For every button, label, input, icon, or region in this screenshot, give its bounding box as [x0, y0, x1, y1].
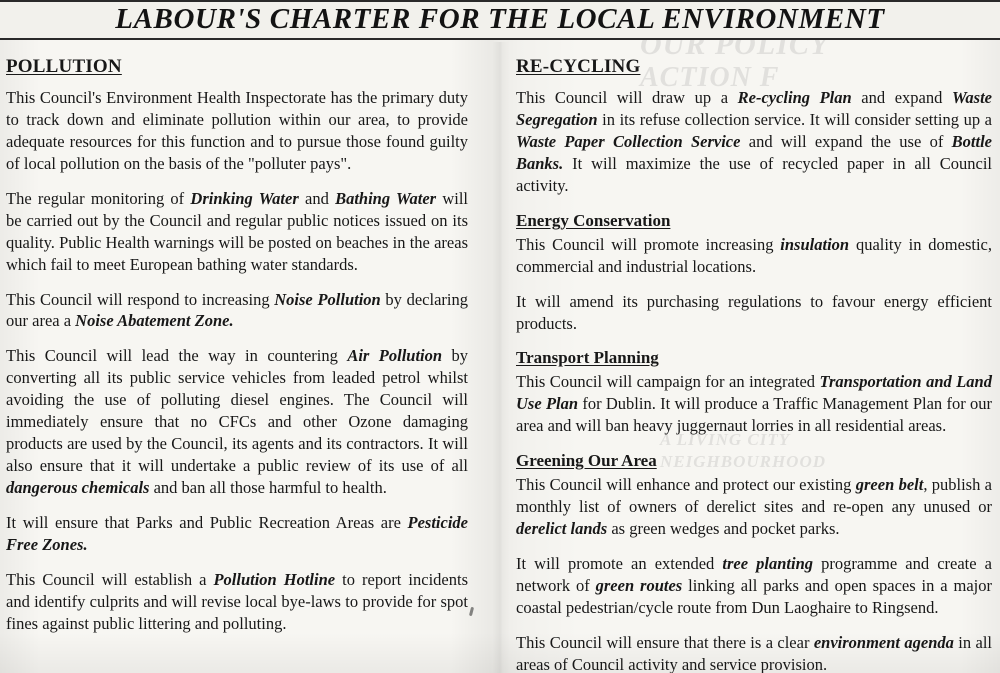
emphasis-text: derelict lands	[516, 519, 608, 539]
emphasis-text: Waste Paper Collection Service	[516, 131, 741, 151]
page-title: LABOUR'S CHARTER FOR THE LOCAL ENVIRONMENT	[115, 2, 885, 35]
emphasis-text: green belt	[855, 475, 924, 495]
paragraph: This Council's Environment Health Inspectorate has the primary duty to track down and eliminate pollution within our area, to provide adequate resources for this function and to pursue those found guilty of local pollution on the basis of the "polluter pays".	[6, 88, 468, 173]
paragraph: This Council will lead the way in countering Air Pollution by converting all its public service vehicles from leaded petrol whilst avoiding the use of polluting diesel engines. The Council will immediately ensure that no CFCs and other Ozone damaging products are used by the Council, its agents and its contractors. It will also ensure that it will undertake a public review of its use of all dangerous chemicals and ban all those harmful to health.	[6, 346, 469, 497]
emphasis-text: dangerous chemicals	[6, 478, 150, 497]
paragraph: This Council will campaign for an integrated Transportation and Land Use Plan for Dublin. It will produce a Traffic Management Plan for our area and will ban heavy juggernaut lorries in all residential areas.	[516, 372, 992, 436]
subsection-heading: Energy Conservation	[516, 210, 671, 230]
paragraph: It will promote an extended tree planting programme and create a network of green routes linking all parks and open spaces in a major coastal pedestrian/cycle route from Dun Laoghaire to Ringsend.	[516, 554, 993, 617]
section-heading-recycling: RE-CYCLING	[516, 56, 641, 77]
subsection-heading: Greening Our Area	[516, 451, 657, 471]
emphasis-text: Pesticide Free Zones.	[6, 512, 468, 554]
emphasis-text: tree planting	[722, 554, 814, 574]
paragraph: This Council will respond to increasing Noise Pollution by declaring our area a Noise Abatement Zone.	[6, 289, 468, 331]
emphasis-text: Pollution Hotline	[213, 569, 336, 589]
paragraph: This Council will enhance and protect our existing green belt, publish a monthly list of owners of derelict sites and re-open any unused or derelict lands as green wedges and pocket parks.	[516, 475, 992, 539]
emphasis-text: Transportation and Land Use Plan	[516, 372, 992, 414]
right-column-blocks	[516, 87, 992, 673]
paragraph: The regular monitoring of Drinking Water and Bathing Water will be carried out by the Council and regular public notices issued on its quality. Public Health warnings will be posted on beaches in the areas which fail to meet European bathing water standards.	[6, 188, 468, 274]
emphasis-text: Bottle Banks.	[516, 131, 992, 173]
document-body	[0, 42, 1000, 673]
emphasis-text: Re-cycling Plan	[737, 88, 852, 107]
paragraph: It will ensure that Parks and Public Recreation Areas are Pesticide Free Zones.	[6, 512, 468, 554]
left-column-paragraphs	[6, 87, 468, 635]
bleed-through-text-4: NEIGHBOURHOOD	[660, 452, 827, 471]
section-heading-pollution: POLLUTION	[6, 56, 122, 77]
emphasis-text: Noise Pollution	[274, 289, 381, 309]
bleed-through-text-1: OUR POLICY	[640, 28, 830, 61]
bleed-through-text-3: A LIVING CITY	[660, 430, 791, 449]
emphasis-text: Waste Segregation	[516, 88, 992, 129]
emphasis-text: green routes	[595, 576, 683, 595]
emphasis-text: environment agenda	[813, 632, 954, 652]
emphasis-text: Noise Abatement Zone.	[75, 311, 234, 331]
ink-speck	[469, 607, 474, 616]
emphasis-text: insulation	[780, 234, 850, 254]
left-column	[0, 42, 492, 673]
paragraph: This Council will draw up a Re-cycling Plan and expand Waste Segregation in its refuse collection service. It will consider setting up a Waste Paper Collection Service and will expand the use of Bottle Banks. It will maximize the use of recycled paper in all Council activity.	[516, 88, 992, 195]
bleed-through-text-2: ACTION F	[640, 62, 780, 93]
paragraph: It will amend its purchasing regulations to favour energy efficient products.	[516, 291, 992, 333]
right-column	[492, 42, 1000, 673]
emphasis-text: Drinking Water	[190, 188, 299, 208]
paragraph: This Council will promote increasing insulation quality in domestic, commercial and industrial locations.	[516, 234, 992, 276]
emphasis-text: Air Pollution	[347, 346, 443, 366]
emphasis-text: Bathing Water	[335, 188, 437, 208]
subsection-heading: Transport Planning	[516, 348, 659, 368]
document-header	[0, 0, 1000, 40]
paragraph: This Council will ensure that there is a clear environment agenda in all areas of Council activity and service provision.	[516, 632, 992, 673]
paragraph: This Council will establish a Pollution Hotline to report incidents and identify culprits and will revise local bye-laws to provide for spot fines against public littering and polluting.	[6, 569, 468, 633]
